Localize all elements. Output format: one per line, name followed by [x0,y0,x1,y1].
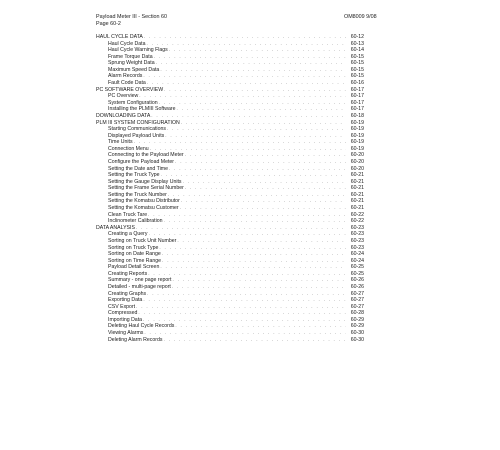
toc-subsection-entry [96,271,364,278]
toc-entry-page: 60-26 [350,277,364,284]
dot-leader [185,152,346,159]
toc-entry-title: Sorting on Truck Type [108,244,159,251]
dot-leader [175,323,346,330]
toc-subsection-entry [96,245,364,252]
toc-subsection-entry [96,264,364,271]
toc-entry-page: 60-23 [350,224,364,231]
toc-entry-page: 60-12 [350,34,364,40]
toc-entry-page: 60-13 [350,40,364,47]
dot-leader [160,264,346,271]
toc-entry-page: 60-19 [350,145,364,152]
toc-entry-page: 60-23 [350,231,364,238]
toc-entry-title: Sorting on Truck Unit Number [108,237,177,244]
toc-entry-page: 60-20 [350,152,364,159]
dot-leader [181,120,346,127]
dot-leader [181,198,346,205]
dot-leader [177,238,346,245]
toc-entry-title: Setting the Komatsu Customer [108,205,179,212]
dot-leader [144,330,346,337]
dot-leader [136,225,346,232]
dot-leader [154,54,346,61]
dot-leader [143,317,346,324]
toc-entry-page: 60-22 [350,211,364,218]
toc-subsection-entry [96,73,364,80]
dot-leader [169,166,346,173]
toc-entry-page: 60-15 [350,53,364,60]
toc-entry-title: Setting the Truck Number [108,191,167,198]
toc-entry-title: System Configuration [108,99,158,106]
toc-entry-page: 60-25 [350,264,364,271]
toc-entry-page: 60-29 [350,316,364,323]
toc-entry-title: Compressed [108,310,138,317]
toc-entry-title: Connection Menu [108,145,149,152]
header-left [96,14,167,27]
dot-leader [176,106,346,113]
dot-leader [151,113,346,120]
toc-subsection-entry [96,126,364,133]
toc-entry-page: 60-15 [350,60,364,67]
dot-leader [175,159,346,166]
toc-subsection-entry [96,179,364,186]
dot-leader [134,139,346,146]
toc-entry-page: 60-16 [350,80,364,87]
toc-subsection-entry [96,297,364,304]
toc-entry-page: 60-20 [350,158,364,165]
toc-entry-title: DOWNLOADING DATA [96,112,151,119]
toc-entry-page: 60-22 [350,218,364,225]
dot-leader [144,34,346,41]
toc-subsection-entry [96,185,364,192]
toc-subsection-entry [96,139,364,146]
toc-entry-page: 60-28 [350,310,364,317]
dot-leader [159,100,346,107]
dot-leader [147,80,346,87]
toc-entry-page: 60-27 [350,303,364,310]
toc-entry-page: 60-27 [350,290,364,297]
toc-entry-page: 60-14 [350,47,364,54]
toc-subsection-entry [96,80,364,87]
toc-entry-title: Time Units [108,139,133,146]
toc-entry-page: 60-17 [350,106,364,113]
toc-entry-title: Sorting on Date Range [108,251,161,258]
toc-entry-page: 60-30 [350,330,364,337]
toc-entry-page: 60-21 [350,205,364,212]
toc-entry-title: PLM III SYSTEM CONFIGURATION [96,119,180,126]
toc-entry-title: Sprung Weight Data [108,60,155,67]
toc-subsection-entry [96,212,364,219]
toc-entry-title: Haul Cycle Data [108,40,146,47]
toc-entry-page: 60-25 [350,270,364,277]
toc-entry-title: Creating a Query [108,231,148,238]
toc-entry-page: 60-17 [350,86,364,93]
toc-entry-title: Deleting Haul Cycle Records [108,323,175,330]
page-number: Page 60-2 [96,20,121,27]
toc-subsection-entry [96,205,364,212]
dot-leader [168,192,346,199]
dot-leader [185,185,346,192]
dot-leader [165,133,346,140]
toc-entry-page: 60-27 [350,297,364,304]
dot-leader [148,212,346,219]
dot-leader [164,87,346,94]
toc-subsection-entry [96,231,364,238]
toc-entry-title: Creating Reports [108,270,148,277]
toc-entry-title: Configure the Payload Meter [108,158,175,165]
dot-leader [136,304,346,311]
toc-entry-page: 60-21 [350,178,364,185]
toc-subsection-entry [96,330,364,337]
dot-leader [161,172,346,179]
toc-entry-title: PC Overview [108,93,139,100]
toc-entry-page: 60-15 [350,73,364,80]
toc-subsection-entry [96,277,364,284]
toc-entry-title: Detailed - multi-page report [108,283,171,290]
toc-section-entry [96,34,364,41]
toc-entry-page: 60-19 [350,139,364,146]
toc-entry-title: Maximum Speed Data [108,66,160,73]
dot-leader [180,205,346,212]
dot-leader [183,179,346,186]
toc-subsection-entry [96,317,364,324]
toc-entry-title: Setting the Gauge Display Units [108,178,182,185]
dot-leader [172,277,346,284]
toc-subsection-entry [96,54,364,61]
toc-entry-title: Installing the PLMIII Software [108,106,176,113]
dot-leader [169,47,346,54]
toc-entry-title: Connecting to the Payload Meter [108,152,184,159]
toc-entry-title: Haul Cycle Warning Flags [108,47,168,54]
toc-entry-title: Deleting Alarm Records [108,336,163,343]
toc-section-entry [96,113,364,120]
toc-subsection-entry [96,218,364,225]
toc-entry-page: 60-20 [350,165,364,172]
toc-entry-page: 60-21 [350,198,364,205]
toc-subsection-entry [96,198,364,205]
toc-entry-title: Viewing Alarms [108,330,144,337]
toc-entry-title: Setting the Frame Serial Number [108,185,184,192]
toc-entry-title: Clean Truck Tare [108,211,148,218]
toc-entry-page: 60-29 [350,323,364,330]
toc-subsection-entry [96,106,364,113]
toc-subsection-entry [96,337,364,344]
toc-entry-title: Summary - one page report [108,277,172,284]
toc-entry-page: 60-15 [350,66,364,73]
toc-subsection-entry [96,284,364,291]
toc-subsection-entry [96,291,364,298]
toc-entry-page: 60-17 [350,99,364,106]
toc-entry-page: 60-30 [350,336,364,343]
toc-subsection-entry [96,258,364,265]
dot-leader [139,93,346,100]
toc-entry-page: 60-23 [350,244,364,251]
toc-entry-page: 60-26 [350,283,364,290]
toc-entry-page: 60-21 [350,191,364,198]
toc-entry-title: PC SOFTWARE OVERVIEW [96,86,164,93]
dot-leader [162,251,346,258]
toc-entry-title: DATA ANALYSIS [96,224,135,231]
dot-leader [138,310,346,317]
toc-subsection-entry [96,133,364,140]
toc-entry-title: Exporting Data [108,297,143,304]
toc-subsection-entry [96,166,364,173]
toc-entry-title: Frame Torque Data [108,53,153,60]
toc-entry-title: Displayed Payload Units [108,132,165,139]
toc-entry-title: Setting the Komatsu Distributor [108,198,180,205]
toc-entry-title: Inclinometer Calibration [108,218,163,225]
dot-leader [149,231,346,238]
table-of-contents [96,34,364,343]
toc-entry-title: Payload Detail Screen [108,264,160,271]
toc-entry-title: Sorting on Time Range [108,257,162,264]
toc-subsection-entry [96,60,364,67]
dot-leader [143,73,346,80]
toc-entry-title: Starting Communications [108,126,166,133]
toc-section-entry [96,120,364,127]
dot-leader [147,291,346,298]
toc-entry-page: 60-21 [350,185,364,192]
toc-entry-title: Importing Data [108,316,143,323]
toc-section-entry [96,87,364,94]
toc-entry-page: 60-24 [350,257,364,264]
toc-section-entry [96,225,364,232]
toc-subsection-entry [96,310,364,317]
dot-leader [143,297,346,304]
toc-entry-page: 60-23 [350,237,364,244]
toc-entry-title: Setting the Date and Time [108,165,168,172]
dot-leader [159,245,346,252]
toc-subsection-entry [96,93,364,100]
dot-leader [162,258,346,265]
toc-entry-title: Setting the Truck Type [108,172,160,179]
dot-leader [172,284,346,291]
toc-subsection-entry [96,323,364,330]
toc-subsection-entry [96,100,364,107]
toc-subsection-entry [96,146,364,153]
dot-leader [164,337,347,344]
toc-subsection-entry [96,172,364,179]
toc-subsection-entry [96,304,364,311]
toc-subsection-entry [96,41,364,48]
manual-title: Payload Meter III - Section 60 [96,14,168,20]
dot-leader [167,126,346,133]
toc-subsection-entry [96,152,364,159]
toc-entry-page: 60-21 [350,172,364,179]
document-code: OM8009 9/08 [344,14,377,20]
toc-entry-page: 60-19 [350,126,364,133]
toc-entry-title: Fault Code Data [108,80,146,87]
toc-subsection-entry [96,238,364,245]
toc-entry-page: 60-19 [350,119,364,126]
toc-subsection-entry [96,251,364,258]
dot-leader [156,60,346,67]
toc-entry-title: CSV Export [108,303,136,310]
toc-entry-page: 60-24 [350,251,364,258]
toc-subsection-entry [96,192,364,199]
dot-leader [160,67,346,74]
toc-entry-title: Alarm Records [108,73,143,80]
toc-entry-page: 60-18 [350,112,364,119]
toc-subsection-entry [96,159,364,166]
toc-entry-page: 60-19 [350,132,364,139]
toc-subsection-entry [96,67,364,74]
toc-entry-page: 60-17 [350,93,364,100]
toc-entry-title: Creating Graphs [108,290,147,297]
toc-subsection-entry [96,47,364,54]
dot-leader [146,41,346,48]
dot-leader [148,271,346,278]
toc-entry-title: HAUL CYCLE DATA [96,34,143,40]
dot-leader [164,218,347,225]
dot-leader [150,146,346,153]
